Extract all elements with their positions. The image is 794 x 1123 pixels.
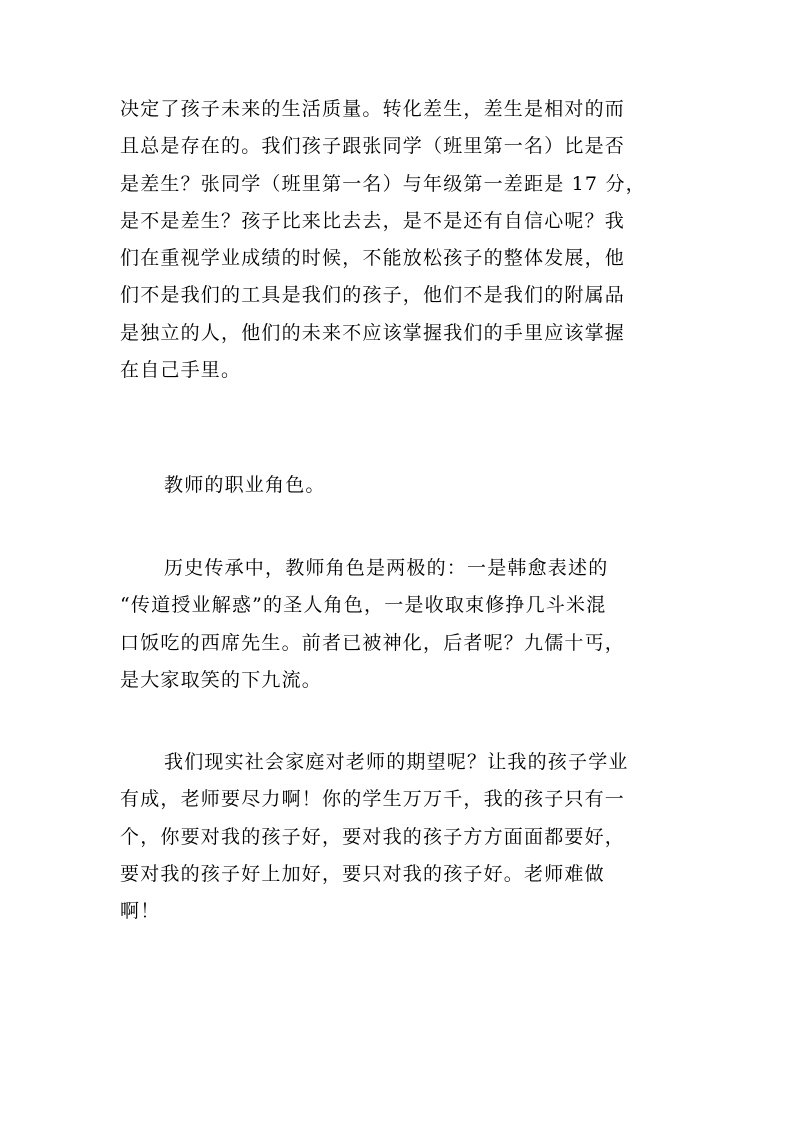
text-line: 我们现实社会家庭对老师的期望呢？让我的孩子学业 [164,751,629,773]
text-line: 决定了孩子未来的生活质量。转化差生，差生是相对的而 [120,98,626,120]
heading-text: 教师的职业角色。 [164,474,326,496]
text-line: 有成，老师要尽力啊！你的学生万万千，我的孩子只有一 [120,788,626,811]
text-line: 且总是存在的。我们孩子跟张同学（班里第一名）比是否 [120,135,626,158]
text-line: 在自己手里。 [120,359,242,382]
paragraph-historical-role [120,550,680,699]
text-line: 是不是差生？孩子比来比去去，是不是还有自信心呢？我 [120,209,626,232]
text-line: 历史传承中，教师角色是两极的：一是韩愈表述的 [164,557,609,579]
text-line: “传道授业解惑”的圣人角色，一是收取束修挣几斗米混 [120,594,607,617]
text-line: 是差生？张同学（班里第一名）与年级第一差距是 17 分， [120,172,646,195]
text-line: 们在重视学业成绩的时候，不能放松孩子的整体发展，他 [120,247,626,270]
paragraph-family-expectations [120,744,680,930]
paragraph-student-comparison [120,91,680,389]
text-line: 要对我的孩子好上加好，要只对我的孩子好。老师难做 [120,862,605,885]
text-line: 口饭吃的西席先生。前者已被神化，后者呢？九儒十丐， [120,631,626,654]
section-heading-teacher-role [120,467,680,504]
text-line: 是独立的人，他们的未来不应该掌握我们的手里应该掌握 [120,321,626,344]
text-line: 们不是我们的工具是我们的孩子，他们不是我们的附属品 [120,284,626,307]
text-line: 啊！ [120,900,161,923]
text-line: 是大家取笑的下九流。 [120,668,323,691]
text-line: 个，你要对我的孩子好，要对我的孩子方方面面都要好， [120,825,626,848]
